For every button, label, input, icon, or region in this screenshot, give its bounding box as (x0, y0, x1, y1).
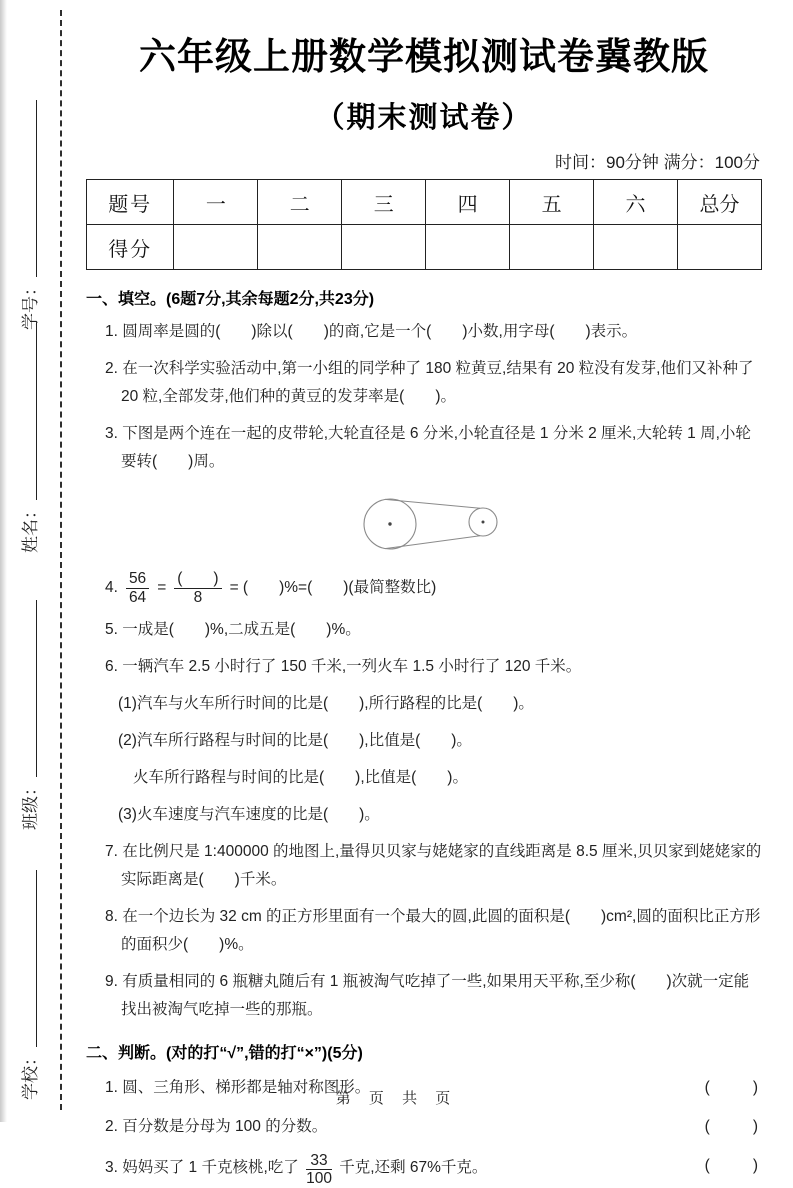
score-cell (342, 225, 426, 270)
score-table-col-5: 五 (510, 180, 594, 225)
judge-item-3-text-after: 千克,还剩 67%千克。 (339, 1158, 488, 1176)
small-pulley-center-dot (482, 521, 485, 524)
judge-item-2 (105, 1113, 762, 1141)
question-4-equals: = (157, 579, 167, 597)
belt-pulley-diagram (330, 484, 762, 562)
judge-item-2-text: 2. 百分数是分母为 100 的分数。 (105, 1117, 328, 1135)
score-cell (594, 225, 678, 270)
student-name-label: 姓名： (21, 502, 40, 553)
section2-heading-note: (对的打“√”,错的打“×”)(5分) (166, 1044, 363, 1062)
paper-content (86, 26, 762, 1188)
question-2: 2. 在一次科学实验活动中,第一小组的同学种了 180 粒黄豆,结果有 20 粒没有发芽,他们又补种了 20 粒,全部发芽,他们种的黄豆的发芽率是( )。 (105, 360, 754, 405)
section1-heading (86, 286, 762, 309)
section1-heading-title: 一、填空。 (86, 291, 167, 308)
page-footer: 第 页 共 页 (335, 1090, 458, 1107)
seal-line-column (0, 10, 62, 1110)
score-table-col-4: 四 (426, 180, 510, 225)
judge-item-3-fraction-33-100 (306, 1152, 332, 1188)
judge-item-3-answer-blank: ( ) (704, 1156, 762, 1174)
question-6-sub-3: (3)火车速度与汽车速度的比是( )。 (118, 805, 380, 823)
question-1: 1. 圆周率是圆的( )除以( )的商,它是一个( )小数,用字母( )表示。 (105, 323, 638, 340)
score-cell (510, 225, 594, 270)
score-table-score-label: 得分 (87, 225, 174, 270)
question-4-rest: = ( )%=( )(最简整数比) (229, 579, 437, 597)
judge-item-3-text (105, 1152, 693, 1188)
student-id-field (17, 100, 41, 330)
question-8: 8. 在一个边长为 32 cm 的正方形里面有一个最大的圆,此圆的面积是( )cm²,圆的面积比正方形的面积少( )%。 (105, 907, 761, 953)
score-table-col-1: 一 (174, 180, 258, 225)
question-6-sub-2b: 火车所行路程与时间的比是( ),比值是( )。 (133, 768, 468, 786)
score-table-col-2: 二 (258, 180, 342, 225)
class-field (17, 600, 41, 830)
fraction-numerator: ( ) (174, 570, 221, 589)
question-6-sub-2a: (2)汽车所行路程与时间的比是( ),比值是( )。 (118, 731, 472, 749)
question-3: 3. 下图是两个连在一起的皮带轮,大轮直径是 6 分米,小轮直径是 1 分米 2 厘米,大轮转 1 周,小轮要转( )周。 (105, 425, 751, 470)
section2-heading-title: 二、判断。 (86, 1044, 167, 1062)
question-4 (105, 570, 762, 607)
section2-heading (86, 1040, 762, 1063)
score-table-col-total: 总分 (678, 180, 762, 225)
school-blank-line (36, 870, 37, 1047)
question-4-fraction-56-64 (126, 570, 149, 607)
school-label: 学校： (21, 1049, 40, 1100)
score-table-col-6: 六 (594, 180, 678, 225)
question-4-fraction-blank-8 (174, 570, 221, 607)
fraction-numerator: 56 (126, 570, 149, 589)
judge-item-2-answer-blank: ( ) (704, 1117, 762, 1135)
student-name-blank-line (36, 323, 37, 500)
fraction-denominator: 8 (193, 588, 203, 606)
judge-item-1-answer-blank: ( ) (704, 1078, 762, 1096)
score-table (86, 179, 762, 270)
student-id-blank-line (36, 100, 37, 277)
judge-item-3-text-before: 3. 妈妈买了 1 千克核桃,吃了 (105, 1158, 299, 1176)
judge-item-1-text: 1. 圆、三角形、梯形都是轴对称图形。 (105, 1078, 371, 1096)
exam-time-score-info: 时间：90分钟 满分：100分 (555, 153, 760, 172)
student-name-field (17, 323, 41, 553)
school-field (17, 870, 41, 1100)
score-table-score-row (87, 225, 762, 270)
page-title: 六年级上册数学模拟测试卷冀教版 (139, 36, 709, 77)
student-id-label: 学号： (21, 279, 40, 330)
score-cell (174, 225, 258, 270)
question-5: 5. 一成是( )%,二成五是( )%。 (105, 620, 361, 638)
question-9: 9. 有质量相同的 6 瓶糖丸随后有 1 瓶被淘气吃掉了一些,如果用天平称,至少称( )次就一定能找出被淘气吃掉一些的那瓶。 (105, 972, 750, 1018)
question-7: 7. 在比例尺是 1:400000 的地图上,量得贝贝家与姥姥家的直线距离是 8.5 厘米,贝贝家到姥姥家的实际距离是( )千米。 (105, 842, 762, 888)
class-label: 班级： (21, 779, 40, 830)
score-table-header-row (87, 180, 762, 225)
question-6-sub-1: (1)汽车与火车所行时间的比是( ),所行路程的比是( )。 (118, 694, 534, 712)
question-6: 6. 一辆汽车 2.5 小时行了 150 千米,一列火车 1.5 小时行了 120 千米。 (105, 657, 582, 675)
score-table-col-3: 三 (342, 180, 426, 225)
judge-item-3 (105, 1152, 762, 1188)
belt-bottom-line (385, 536, 480, 549)
score-cell (258, 225, 342, 270)
score-cell (678, 225, 762, 270)
class-blank-line (36, 600, 37, 777)
fraction-denominator: 64 (128, 588, 147, 606)
fraction-numerator: 33 (306, 1152, 332, 1171)
score-cell (426, 225, 510, 270)
question-4-number: 4. (105, 579, 118, 597)
section1-heading-note: (6题7分,其余每题2分,共23分) (166, 291, 375, 308)
belt-pulley-svg (330, 484, 545, 562)
large-pulley-center-dot (388, 522, 391, 525)
page-subtitle: （期末测试卷） (315, 102, 533, 134)
fraction-denominator: 100 (306, 1170, 332, 1188)
belt-top-line (385, 499, 480, 508)
score-table-question-label: 题号 (87, 180, 174, 225)
